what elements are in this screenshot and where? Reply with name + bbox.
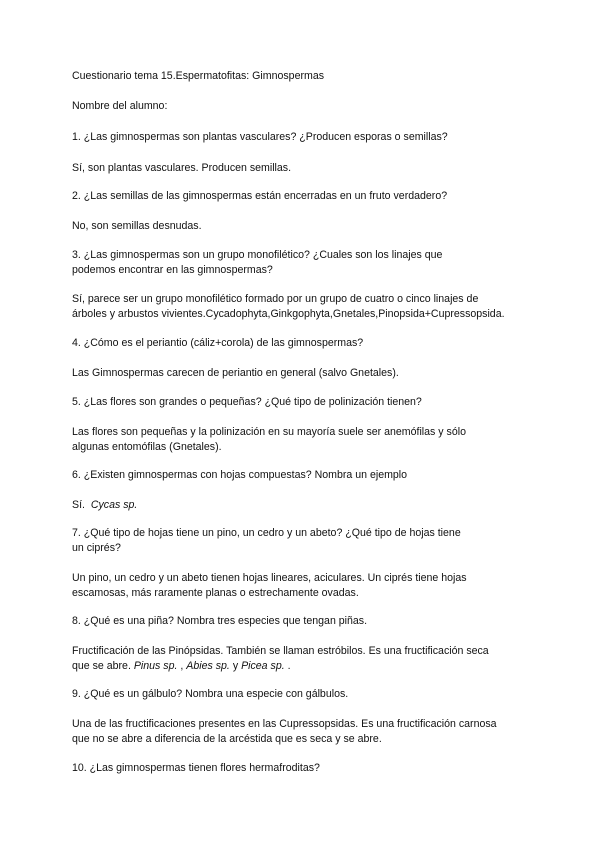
separator-comma: , bbox=[180, 660, 184, 672]
question-1: 1. ¿Las gimnospermas son plantas vasculares? ¿Producen esporas o semillas? bbox=[72, 131, 448, 143]
answer-9 bbox=[72, 717, 542, 747]
answer-8-line-1: Fructificación de las Pinópsidas. También se llaman estróbilos. Es una fructificación seca bbox=[72, 645, 489, 657]
answer-6 bbox=[72, 498, 542, 513]
question-7 bbox=[72, 526, 542, 556]
answer-8-end: . bbox=[287, 660, 291, 672]
question-9: 9. ¿Qué es un gálbulo? Nombra una especie con gálbulos. bbox=[72, 688, 349, 700]
answer-7-line-1: Un pino, un cedro y un abeto tienen hojas lineares, aciculares. Un ciprés tiene hojas bbox=[72, 572, 467, 584]
question-6: 6. ¿Existen gimnospermas con hojas compuestas? Nombra un ejemplo bbox=[72, 469, 408, 481]
question-5: 5. ¿Las flores son grandes o pequeñas? ¿Qué tipo de polinización tienen? bbox=[72, 396, 422, 408]
answer-3-line-2: árboles y arbustos vivientes.Cycadophyta,Ginkgophyta,Gnetales,Pinopsida+Cupressopsida. bbox=[72, 308, 505, 320]
question-7-line-1: 7. ¿Qué tipo de hojas tiene un pino, un cedro y un abeto? ¿Qué tipo de hojas tiene bbox=[72, 527, 461, 539]
answer-1: Sí, son plantas vasculares. Producen semillas. bbox=[72, 162, 292, 174]
student-name-label: Nombre del alumno: bbox=[72, 100, 168, 112]
question-7-line-2: un ciprés? bbox=[72, 542, 121, 554]
answer-5-line-1: Las flores son pequeñas y la polinización en su mayoría suele ser anemófilas y sólo bbox=[72, 426, 466, 438]
answer-3-line-1: Sí, parece ser un grupo monofilético formado por un grupo de cuatro o cinco linajes de bbox=[72, 293, 479, 305]
answer-5 bbox=[72, 425, 542, 455]
answer-4: Las Gimnospermas carecen de periantio en general (salvo Gnetales). bbox=[72, 367, 399, 379]
question-8: 8. ¿Qué es una piña? Nombra tres especies que tengan piñas. bbox=[72, 615, 368, 627]
answer-7-line-2: escamosas, más raramente planas o estrechamente ovadas. bbox=[72, 587, 359, 599]
question-3 bbox=[72, 248, 542, 278]
answer-9-line-2: que no se abre a diferencia de la arcéstida que es seca y se abre. bbox=[72, 733, 382, 745]
answer-9-line-1: Una de las fructificaciones presentes en las Cupressopsidas. Es una fructificación carnosa bbox=[72, 718, 497, 730]
answer-5-line-2: algunas entomófilas (Gnetales). bbox=[72, 441, 222, 453]
question-3-line-2: podemos encontrar en las gimnospermas? bbox=[72, 264, 273, 276]
species-abies: Abies sp. bbox=[186, 660, 230, 672]
question-2: 2. ¿Las semillas de las gimnospermas están encerradas en un fruto verdadero? bbox=[72, 190, 448, 202]
question-3-line-1: 3. ¿Las gimnospermas son un grupo monofilético? ¿Cuales son los linajes que bbox=[72, 249, 443, 261]
document-title: Cuestionario tema 15.Espermatofitas: Gimnospermas bbox=[72, 70, 325, 82]
answer-6-species: Cycas sp. bbox=[90, 499, 138, 511]
answer-8-line-2 bbox=[72, 659, 542, 674]
question-10: 10. ¿Las gimnospermas tienen flores hermafroditas? bbox=[72, 762, 320, 774]
species-picea: Picea sp. bbox=[241, 660, 285, 672]
answer-6-prefix: Sí. bbox=[72, 499, 85, 511]
separator-y: y bbox=[232, 660, 239, 672]
question-4: 4. ¿Cómo es el periantio (cáliz+corola) de las gimnospermas? bbox=[72, 337, 364, 349]
answer-2: No, son semillas desnudas. bbox=[72, 220, 202, 232]
answer-7 bbox=[72, 571, 542, 601]
answer-8 bbox=[72, 644, 542, 674]
answer-8-line-2-start: que se abre. bbox=[72, 660, 131, 672]
answer-3 bbox=[72, 292, 542, 322]
species-pinus: Pinus sp. bbox=[133, 660, 178, 672]
